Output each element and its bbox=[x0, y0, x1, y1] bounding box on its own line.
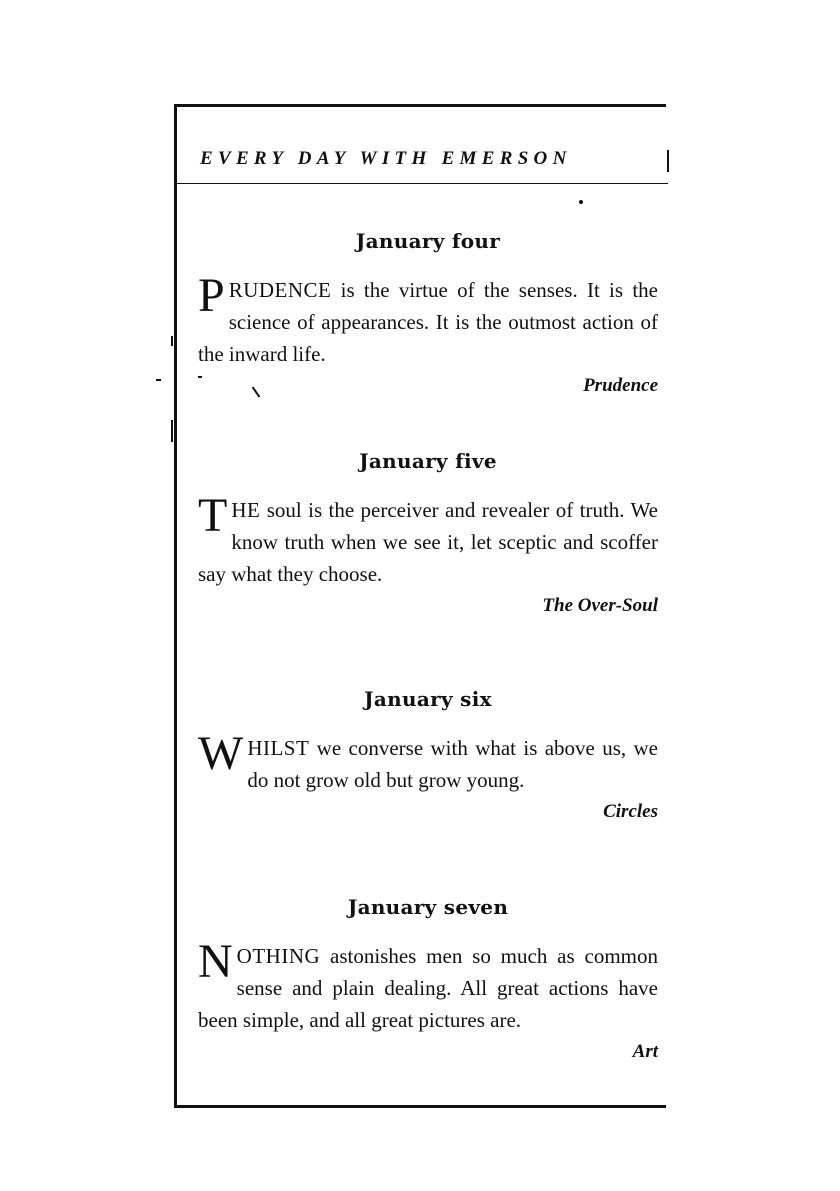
print-speck bbox=[171, 420, 173, 442]
quote-text: is the virtue of the senses. It is the science of appearances. It is the outmost action of the inward life. bbox=[198, 278, 658, 366]
lead-caps: RUDENCE bbox=[228, 278, 332, 302]
entry-source: Circles bbox=[603, 801, 658, 822]
quote-text: astonishes men so much as common sense and plain dealing. All great actions have been simple, and all great pictures are. bbox=[198, 944, 658, 1032]
entry-source: Art bbox=[632, 1041, 658, 1062]
entry-quote bbox=[198, 935, 658, 1036]
entry-source: The Over-Soul bbox=[542, 595, 658, 616]
drop-cap: N bbox=[198, 935, 233, 988]
lead-caps: HE bbox=[231, 498, 261, 522]
lead-caps: OTHING bbox=[236, 944, 321, 968]
entry-source: Prudence bbox=[583, 375, 658, 396]
quote-text: soul is the perceiver and revealer of truth. We know truth when we see it, let sceptic and scoffer say what they choose. bbox=[198, 498, 658, 586]
print-speck bbox=[171, 336, 173, 346]
quote-text: we converse with what is above us, we do not grow old but grow young. bbox=[247, 736, 658, 792]
entry-heading: January five bbox=[359, 449, 497, 473]
entry-heading: January seven bbox=[347, 895, 509, 919]
entry-january-six bbox=[198, 684, 658, 826]
running-head bbox=[176, 106, 668, 184]
print-speck bbox=[198, 376, 202, 378]
entry-heading: January six bbox=[364, 687, 492, 711]
entry-january-four bbox=[198, 226, 658, 400]
print-speck bbox=[579, 200, 583, 204]
lead-caps: HILST bbox=[247, 736, 310, 760]
drop-cap: P bbox=[198, 269, 225, 322]
entry-quote bbox=[198, 269, 658, 370]
entry-quote bbox=[198, 727, 658, 796]
print-speck bbox=[156, 379, 161, 381]
drop-cap: T bbox=[198, 489, 228, 542]
running-head-title: EVERY DAY WITH EMERSON bbox=[200, 148, 572, 169]
entry-january-five bbox=[198, 446, 658, 620]
drop-cap: W bbox=[198, 727, 244, 780]
entry-heading: January four bbox=[355, 229, 501, 253]
entry-quote bbox=[198, 489, 658, 590]
entry-january-seven bbox=[198, 892, 658, 1066]
